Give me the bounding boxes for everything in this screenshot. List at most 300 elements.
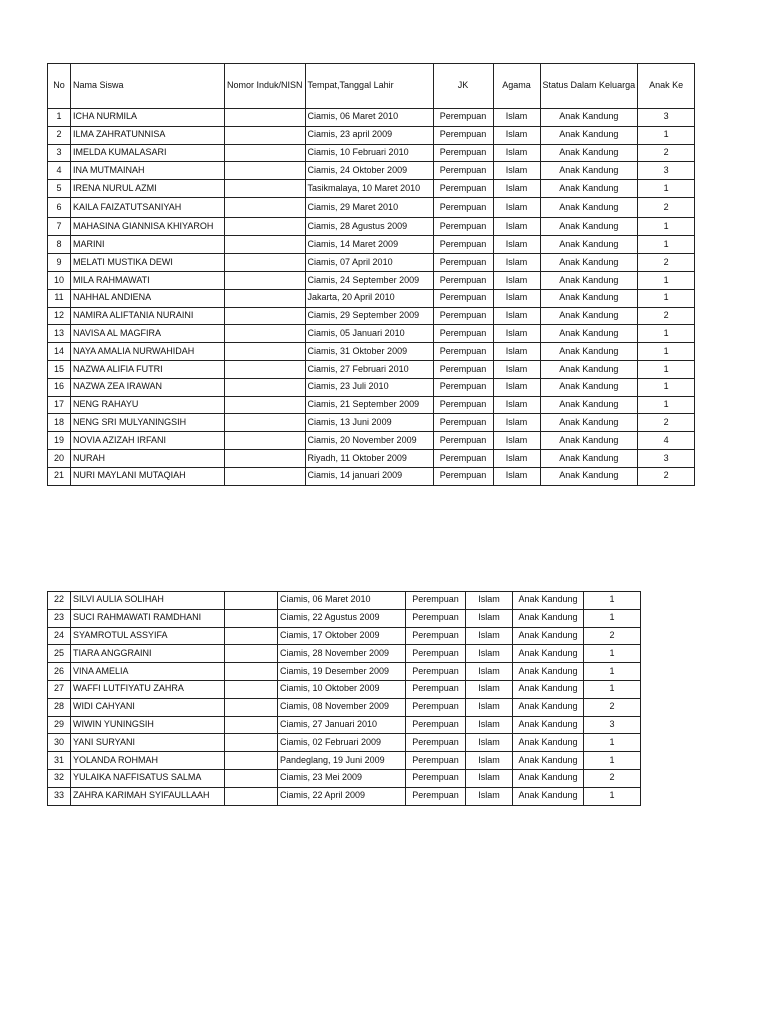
cell-status-keluarga: Anak Kandung bbox=[540, 396, 638, 414]
cell-tempat-tanggal-lahir: Pandeglang, 19 Juni 2009 bbox=[278, 752, 406, 770]
table-row bbox=[48, 378, 695, 396]
cell-agama: Islam bbox=[493, 396, 540, 414]
table-row bbox=[48, 432, 695, 450]
table-row bbox=[48, 361, 695, 379]
cell-tempat-tanggal-lahir: Ciamis, 27 Februari 2010 bbox=[305, 361, 433, 379]
cell-jk: Perempuan bbox=[433, 343, 493, 361]
cell-tempat-tanggal-lahir: Ciamis, 08 November 2009 bbox=[278, 698, 406, 716]
table-row bbox=[48, 716, 641, 734]
cell-tempat-tanggal-lahir: Ciamis, 19 Desember 2009 bbox=[278, 663, 406, 681]
cell-nisn bbox=[225, 254, 306, 272]
cell-nama-siswa: MELATI MUSTIKA DEWI bbox=[71, 254, 225, 272]
cell-agama: Islam bbox=[493, 414, 540, 432]
cell-status-keluarga: Anak Kandung bbox=[540, 361, 638, 379]
cell-agama: Islam bbox=[466, 645, 513, 663]
cell-tempat-tanggal-lahir: Ciamis, 13 Juni 2009 bbox=[305, 414, 433, 432]
cell-status-keluarga: Anak Kandung bbox=[540, 378, 638, 396]
cell-agama: Islam bbox=[493, 180, 540, 198]
cell-jk: Perempuan bbox=[406, 716, 466, 734]
cell-nisn bbox=[225, 752, 278, 770]
cell-anak-ke: 2 bbox=[584, 698, 641, 716]
cell-no: 2 bbox=[48, 126, 71, 144]
cell-tempat-tanggal-lahir: Ciamis, 24 Oktober 2009 bbox=[305, 162, 433, 180]
cell-no: 29 bbox=[48, 716, 71, 734]
table-row bbox=[48, 325, 695, 343]
cell-nama-siswa: IRENA NURUL AZMI bbox=[71, 180, 225, 198]
cell-tempat-tanggal-lahir: Ciamis, 23 Mei 2009 bbox=[278, 769, 406, 787]
cell-nama-siswa: YANI SURYANI bbox=[71, 734, 225, 752]
cell-jk: Perempuan bbox=[433, 396, 493, 414]
cell-status-keluarga: Anak Kandung bbox=[540, 414, 638, 432]
cell-jk: Perempuan bbox=[433, 432, 493, 450]
cell-anak-ke: 4 bbox=[638, 432, 695, 450]
cell-status-keluarga: Anak Kandung bbox=[540, 432, 638, 450]
cell-agama: Islam bbox=[466, 609, 513, 627]
header-no: No bbox=[48, 64, 71, 109]
cell-tempat-tanggal-lahir: Ciamis, 28 Agustus 2009 bbox=[305, 217, 433, 236]
cell-jk: Perempuan bbox=[433, 378, 493, 396]
cell-tempat-tanggal-lahir: Ciamis, 31 Oktober 2009 bbox=[305, 343, 433, 361]
cell-no: 20 bbox=[48, 450, 71, 468]
cell-agama: Islam bbox=[493, 289, 540, 307]
cell-no: 11 bbox=[48, 289, 71, 307]
cell-jk: Perempuan bbox=[406, 645, 466, 663]
cell-tempat-tanggal-lahir: Ciamis, 20 November 2009 bbox=[305, 432, 433, 450]
cell-status-keluarga: Anak Kandung bbox=[540, 307, 638, 325]
cell-nama-siswa: NAVISA AL MAGFIRA bbox=[71, 325, 225, 343]
cell-nisn bbox=[225, 361, 306, 379]
cell-anak-ke: 1 bbox=[638, 126, 695, 144]
cell-nama-siswa: VINA AMELIA bbox=[71, 663, 225, 681]
cell-status-keluarga: Anak Kandung bbox=[513, 716, 584, 734]
cell-nisn bbox=[225, 645, 278, 663]
student-table-part-2 bbox=[47, 591, 641, 806]
cell-nama-siswa: YOLANDA ROHMAH bbox=[71, 752, 225, 770]
cell-nama-siswa: SYAMROTUL ASSYIFA bbox=[71, 627, 225, 645]
cell-no: 9 bbox=[48, 254, 71, 272]
cell-nama-siswa: SILVI AULIA SOLIHAH bbox=[71, 592, 225, 610]
cell-anak-ke: 1 bbox=[638, 289, 695, 307]
cell-nisn bbox=[225, 680, 278, 698]
table-row bbox=[48, 609, 641, 627]
cell-no: 27 bbox=[48, 680, 71, 698]
cell-anak-ke: 1 bbox=[584, 787, 641, 805]
table-row bbox=[48, 627, 641, 645]
table-row bbox=[48, 217, 695, 236]
cell-anak-ke: 2 bbox=[638, 467, 695, 485]
cell-anak-ke: 1 bbox=[584, 609, 641, 627]
cell-agama: Islam bbox=[493, 162, 540, 180]
cell-status-keluarga: Anak Kandung bbox=[540, 126, 638, 144]
cell-tempat-tanggal-lahir: Ciamis, 21 September 2009 bbox=[305, 396, 433, 414]
cell-status-keluarga: Anak Kandung bbox=[540, 144, 638, 162]
cell-anak-ke: 2 bbox=[638, 144, 695, 162]
cell-nisn bbox=[225, 109, 306, 127]
cell-jk: Perempuan bbox=[433, 180, 493, 198]
cell-agama: Islam bbox=[466, 734, 513, 752]
cell-nama-siswa: NENG RAHAYU bbox=[71, 396, 225, 414]
cell-agama: Islam bbox=[466, 627, 513, 645]
header-status-keluarga: Status Dalam Keluarga bbox=[540, 64, 638, 109]
cell-status-keluarga: Anak Kandung bbox=[513, 698, 584, 716]
cell-no: 13 bbox=[48, 325, 71, 343]
cell-tempat-tanggal-lahir: Ciamis, 29 Maret 2010 bbox=[305, 197, 433, 217]
cell-agama: Islam bbox=[493, 197, 540, 217]
cell-nisn bbox=[225, 663, 278, 681]
cell-nisn bbox=[225, 307, 306, 325]
table-row bbox=[48, 109, 695, 127]
table-row bbox=[48, 414, 695, 432]
header-row bbox=[48, 64, 695, 109]
cell-jk: Perempuan bbox=[433, 289, 493, 307]
cell-jk: Perempuan bbox=[406, 663, 466, 681]
cell-status-keluarga: Anak Kandung bbox=[540, 162, 638, 180]
cell-nisn bbox=[225, 627, 278, 645]
cell-nama-siswa: WAFFI LUTFIYATU ZAHRA bbox=[71, 680, 225, 698]
table-row bbox=[48, 343, 695, 361]
cell-agama: Islam bbox=[466, 663, 513, 681]
table-row bbox=[48, 144, 695, 162]
table-row bbox=[48, 680, 641, 698]
cell-jk: Perempuan bbox=[406, 627, 466, 645]
cell-tempat-tanggal-lahir: Ciamis, 29 September 2009 bbox=[305, 307, 433, 325]
cell-agama: Islam bbox=[466, 680, 513, 698]
cell-anak-ke: 1 bbox=[584, 663, 641, 681]
cell-anak-ke: 1 bbox=[584, 592, 641, 610]
cell-agama: Islam bbox=[466, 716, 513, 734]
cell-nisn bbox=[225, 787, 278, 805]
cell-anak-ke: 1 bbox=[584, 680, 641, 698]
cell-agama: Islam bbox=[493, 307, 540, 325]
cell-nisn bbox=[225, 289, 306, 307]
cell-nisn bbox=[225, 126, 306, 144]
cell-nisn bbox=[225, 325, 306, 343]
cell-status-keluarga: Anak Kandung bbox=[513, 645, 584, 663]
cell-nisn bbox=[225, 734, 278, 752]
cell-anak-ke: 2 bbox=[584, 769, 641, 787]
cell-no: 5 bbox=[48, 180, 71, 198]
cell-nama-siswa: NAZWA ZEA IRAWAN bbox=[71, 378, 225, 396]
cell-status-keluarga: Anak Kandung bbox=[513, 627, 584, 645]
table-row bbox=[48, 467, 695, 485]
cell-no: 24 bbox=[48, 627, 71, 645]
cell-jk: Perempuan bbox=[433, 126, 493, 144]
cell-nama-siswa: ICHA NURMILA bbox=[71, 109, 225, 127]
cell-jk: Perempuan bbox=[433, 144, 493, 162]
cell-nama-siswa: NAHHAL ANDIENA bbox=[71, 289, 225, 307]
cell-tempat-tanggal-lahir: Ciamis, 23 april 2009 bbox=[305, 126, 433, 144]
cell-nisn bbox=[225, 217, 306, 236]
cell-jk: Perempuan bbox=[433, 325, 493, 343]
cell-jk: Perempuan bbox=[433, 236, 493, 254]
cell-agama: Islam bbox=[466, 698, 513, 716]
cell-no: 3 bbox=[48, 144, 71, 162]
table-row bbox=[48, 272, 695, 290]
cell-anak-ke: 1 bbox=[638, 272, 695, 290]
cell-agama: Islam bbox=[493, 217, 540, 236]
cell-anak-ke: 1 bbox=[638, 325, 695, 343]
cell-anak-ke: 1 bbox=[638, 343, 695, 361]
cell-no: 23 bbox=[48, 609, 71, 627]
cell-tempat-tanggal-lahir: Tasikmalaya, 10 Maret 2010 bbox=[305, 180, 433, 198]
cell-anak-ke: 2 bbox=[638, 414, 695, 432]
table-row bbox=[48, 197, 695, 217]
cell-nisn bbox=[225, 698, 278, 716]
cell-jk: Perempuan bbox=[433, 217, 493, 236]
cell-no: 26 bbox=[48, 663, 71, 681]
table-row bbox=[48, 180, 695, 198]
cell-jk: Perempuan bbox=[433, 162, 493, 180]
cell-status-keluarga: Anak Kandung bbox=[540, 450, 638, 468]
cell-no: 1 bbox=[48, 109, 71, 127]
cell-status-keluarga: Anak Kandung bbox=[540, 180, 638, 198]
cell-status-keluarga: Anak Kandung bbox=[513, 769, 584, 787]
cell-jk: Perempuan bbox=[433, 414, 493, 432]
cell-tempat-tanggal-lahir: Ciamis, 28 November 2009 bbox=[278, 645, 406, 663]
cell-jk: Perempuan bbox=[433, 467, 493, 485]
cell-nisn bbox=[225, 592, 278, 610]
cell-agama: Islam bbox=[466, 752, 513, 770]
cell-anak-ke: 2 bbox=[584, 627, 641, 645]
cell-tempat-tanggal-lahir: Ciamis, 17 Oktober 2009 bbox=[278, 627, 406, 645]
cell-nisn bbox=[225, 343, 306, 361]
cell-nisn bbox=[225, 197, 306, 217]
cell-nisn bbox=[225, 467, 306, 485]
table-row bbox=[48, 236, 695, 254]
cell-status-keluarga: Anak Kandung bbox=[540, 109, 638, 127]
cell-tempat-tanggal-lahir: Riyadh, 11 Oktober 2009 bbox=[305, 450, 433, 468]
cell-status-keluarga: Anak Kandung bbox=[513, 592, 584, 610]
cell-anak-ke: 2 bbox=[638, 254, 695, 272]
table-row bbox=[48, 698, 641, 716]
table-row bbox=[48, 162, 695, 180]
cell-no: 15 bbox=[48, 361, 71, 379]
cell-no: 28 bbox=[48, 698, 71, 716]
cell-no: 16 bbox=[48, 378, 71, 396]
header-nama-siswa: Nama Siswa bbox=[71, 64, 225, 109]
cell-no: 14 bbox=[48, 343, 71, 361]
cell-nisn bbox=[225, 396, 306, 414]
cell-tempat-tanggal-lahir: Ciamis, 07 April 2010 bbox=[305, 254, 433, 272]
cell-nama-siswa: YULAIKA NAFFISATUS SALMA bbox=[71, 769, 225, 787]
cell-no: 21 bbox=[48, 467, 71, 485]
table-row bbox=[48, 645, 641, 663]
table-row bbox=[48, 126, 695, 144]
cell-nama-siswa: NAMIRA ALIFTANIA NURAINI bbox=[71, 307, 225, 325]
cell-no: 33 bbox=[48, 787, 71, 805]
cell-tempat-tanggal-lahir: Ciamis, 14 Maret 2009 bbox=[305, 236, 433, 254]
cell-anak-ke: 1 bbox=[638, 180, 695, 198]
cell-tempat-tanggal-lahir: Ciamis, 02 Februari 2009 bbox=[278, 734, 406, 752]
cell-status-keluarga: Anak Kandung bbox=[540, 217, 638, 236]
cell-nisn bbox=[225, 716, 278, 734]
cell-anak-ke: 1 bbox=[638, 361, 695, 379]
cell-status-keluarga: Anak Kandung bbox=[513, 680, 584, 698]
table-body bbox=[48, 592, 641, 806]
cell-nama-siswa: ILMA ZAHRATUNNISA bbox=[71, 126, 225, 144]
cell-nama-siswa: WIWIN YUNINGSIH bbox=[71, 716, 225, 734]
cell-status-keluarga: Anak Kandung bbox=[540, 343, 638, 361]
cell-jk: Perempuan bbox=[406, 769, 466, 787]
student-table-part-1 bbox=[47, 63, 695, 486]
cell-nama-siswa: IMELDA KUMALASARI bbox=[71, 144, 225, 162]
cell-anak-ke: 1 bbox=[584, 752, 641, 770]
cell-agama: Islam bbox=[493, 361, 540, 379]
cell-status-keluarga: Anak Kandung bbox=[513, 609, 584, 627]
cell-agama: Islam bbox=[466, 787, 513, 805]
cell-jk: Perempuan bbox=[433, 307, 493, 325]
cell-nisn bbox=[225, 236, 306, 254]
cell-nisn bbox=[225, 144, 306, 162]
cell-nama-siswa: ZAHRA KARIMAH SYIFAULLAAH bbox=[71, 787, 225, 805]
table-row bbox=[48, 663, 641, 681]
cell-jk: Perempuan bbox=[433, 361, 493, 379]
cell-agama: Islam bbox=[493, 432, 540, 450]
cell-tempat-tanggal-lahir: Ciamis, 14 januari 2009 bbox=[305, 467, 433, 485]
cell-nisn bbox=[225, 769, 278, 787]
cell-jk: Perempuan bbox=[406, 787, 466, 805]
cell-anak-ke: 1 bbox=[638, 378, 695, 396]
cell-nisn bbox=[225, 432, 306, 450]
cell-tempat-tanggal-lahir: Ciamis, 05 Januari 2010 bbox=[305, 325, 433, 343]
header-jk: JK bbox=[433, 64, 493, 109]
cell-agama: Islam bbox=[493, 144, 540, 162]
cell-nama-siswa: WIDI CAHYANI bbox=[71, 698, 225, 716]
cell-nama-siswa: TIARA ANGGRAINI bbox=[71, 645, 225, 663]
cell-nama-siswa: SUCI RAHMAWATI RAMDHANI bbox=[71, 609, 225, 627]
cell-anak-ke: 1 bbox=[584, 645, 641, 663]
cell-agama: Islam bbox=[493, 467, 540, 485]
cell-tempat-tanggal-lahir: Ciamis, 23 Juli 2010 bbox=[305, 378, 433, 396]
cell-status-keluarga: Anak Kandung bbox=[540, 325, 638, 343]
cell-status-keluarga: Anak Kandung bbox=[540, 272, 638, 290]
table-row bbox=[48, 734, 641, 752]
cell-anak-ke: 1 bbox=[638, 217, 695, 236]
cell-nisn bbox=[225, 162, 306, 180]
cell-nama-siswa: NURI MAYLANI MUTAQIAH bbox=[71, 467, 225, 485]
cell-nama-siswa: MILA RAHMAWATI bbox=[71, 272, 225, 290]
cell-status-keluarga: Anak Kandung bbox=[540, 236, 638, 254]
cell-no: 30 bbox=[48, 734, 71, 752]
cell-jk: Perempuan bbox=[406, 698, 466, 716]
cell-no: 17 bbox=[48, 396, 71, 414]
cell-nisn bbox=[225, 450, 306, 468]
cell-jk: Perempuan bbox=[406, 734, 466, 752]
cell-tempat-tanggal-lahir: Ciamis, 22 Agustus 2009 bbox=[278, 609, 406, 627]
table-header bbox=[48, 64, 695, 109]
cell-no: 7 bbox=[48, 217, 71, 236]
cell-no: 18 bbox=[48, 414, 71, 432]
cell-nisn bbox=[225, 180, 306, 198]
cell-jk: Perempuan bbox=[433, 109, 493, 127]
cell-agama: Islam bbox=[493, 450, 540, 468]
cell-status-keluarga: Anak Kandung bbox=[513, 734, 584, 752]
table-row bbox=[48, 289, 695, 307]
cell-nisn bbox=[225, 414, 306, 432]
cell-no: 32 bbox=[48, 769, 71, 787]
cell-agama: Islam bbox=[493, 325, 540, 343]
cell-agama: Islam bbox=[493, 126, 540, 144]
cell-nama-siswa: INA MUTMAINAH bbox=[71, 162, 225, 180]
table-row bbox=[48, 307, 695, 325]
cell-nama-siswa: NOVIA AZIZAH IRFANI bbox=[71, 432, 225, 450]
cell-status-keluarga: Anak Kandung bbox=[540, 197, 638, 217]
cell-tempat-tanggal-lahir: Jakarta, 20 April 2010 bbox=[305, 289, 433, 307]
cell-agama: Islam bbox=[493, 378, 540, 396]
cell-no: 12 bbox=[48, 307, 71, 325]
cell-no: 31 bbox=[48, 752, 71, 770]
cell-tempat-tanggal-lahir: Ciamis, 06 Maret 2010 bbox=[305, 109, 433, 127]
cell-agama: Islam bbox=[466, 769, 513, 787]
cell-nama-siswa: NAZWA ALIFIA FUTRI bbox=[71, 361, 225, 379]
cell-nama-siswa: KAILA FAIZATUTSANIYAH bbox=[71, 197, 225, 217]
cell-status-keluarga: Anak Kandung bbox=[540, 289, 638, 307]
cell-no: 10 bbox=[48, 272, 71, 290]
cell-tempat-tanggal-lahir: Ciamis, 06 Maret 2010 bbox=[278, 592, 406, 610]
cell-status-keluarga: Anak Kandung bbox=[540, 254, 638, 272]
cell-status-keluarga: Anak Kandung bbox=[513, 663, 584, 681]
cell-jk: Perempuan bbox=[406, 609, 466, 627]
cell-agama: Islam bbox=[493, 254, 540, 272]
cell-no: 4 bbox=[48, 162, 71, 180]
header-nisn: Nomor Induk/NISN bbox=[225, 64, 306, 109]
table-row bbox=[48, 752, 641, 770]
table-row bbox=[48, 254, 695, 272]
header-agama: Agama bbox=[493, 64, 540, 109]
table-row bbox=[48, 787, 641, 805]
cell-no: 25 bbox=[48, 645, 71, 663]
cell-agama: Islam bbox=[466, 592, 513, 610]
table-body bbox=[48, 109, 695, 486]
cell-no: 6 bbox=[48, 197, 71, 217]
cell-anak-ke: 1 bbox=[584, 734, 641, 752]
cell-nama-siswa: NAYA AMALIA NURWAHIDAH bbox=[71, 343, 225, 361]
cell-status-keluarga: Anak Kandung bbox=[513, 752, 584, 770]
cell-nisn bbox=[225, 272, 306, 290]
cell-nisn bbox=[225, 609, 278, 627]
cell-agama: Islam bbox=[493, 272, 540, 290]
cell-tempat-tanggal-lahir: Ciamis, 24 September 2009 bbox=[305, 272, 433, 290]
table-row bbox=[48, 450, 695, 468]
cell-jk: Perempuan bbox=[433, 450, 493, 468]
cell-jk: Perempuan bbox=[433, 254, 493, 272]
cell-jk: Perempuan bbox=[406, 680, 466, 698]
cell-nama-siswa: NENG SRI MULYANINGSIH bbox=[71, 414, 225, 432]
cell-jk: Perempuan bbox=[406, 592, 466, 610]
cell-tempat-tanggal-lahir: Ciamis, 10 Oktober 2009 bbox=[278, 680, 406, 698]
cell-anak-ke: 3 bbox=[638, 450, 695, 468]
cell-agama: Islam bbox=[493, 343, 540, 361]
cell-tempat-tanggal-lahir: Ciamis, 22 April 2009 bbox=[278, 787, 406, 805]
cell-agama: Islam bbox=[493, 109, 540, 127]
cell-nama-siswa: NURAH bbox=[71, 450, 225, 468]
cell-nisn bbox=[225, 378, 306, 396]
cell-nama-siswa: MARINI bbox=[71, 236, 225, 254]
cell-anak-ke: 1 bbox=[638, 236, 695, 254]
cell-anak-ke: 3 bbox=[638, 109, 695, 127]
cell-jk: Perempuan bbox=[433, 197, 493, 217]
cell-anak-ke: 2 bbox=[638, 307, 695, 325]
cell-anak-ke: 3 bbox=[638, 162, 695, 180]
header-tempat-tanggal-lahir: Tempat,Tanggal Lahir bbox=[305, 64, 433, 109]
cell-anak-ke: 2 bbox=[638, 197, 695, 217]
cell-no: 8 bbox=[48, 236, 71, 254]
cell-tempat-tanggal-lahir: Ciamis, 10 Februari 2010 bbox=[305, 144, 433, 162]
cell-jk: Perempuan bbox=[433, 272, 493, 290]
cell-nama-siswa: MAHASINA GIANNISA KHIYAROH bbox=[71, 217, 225, 236]
cell-no: 19 bbox=[48, 432, 71, 450]
cell-anak-ke: 3 bbox=[584, 716, 641, 734]
